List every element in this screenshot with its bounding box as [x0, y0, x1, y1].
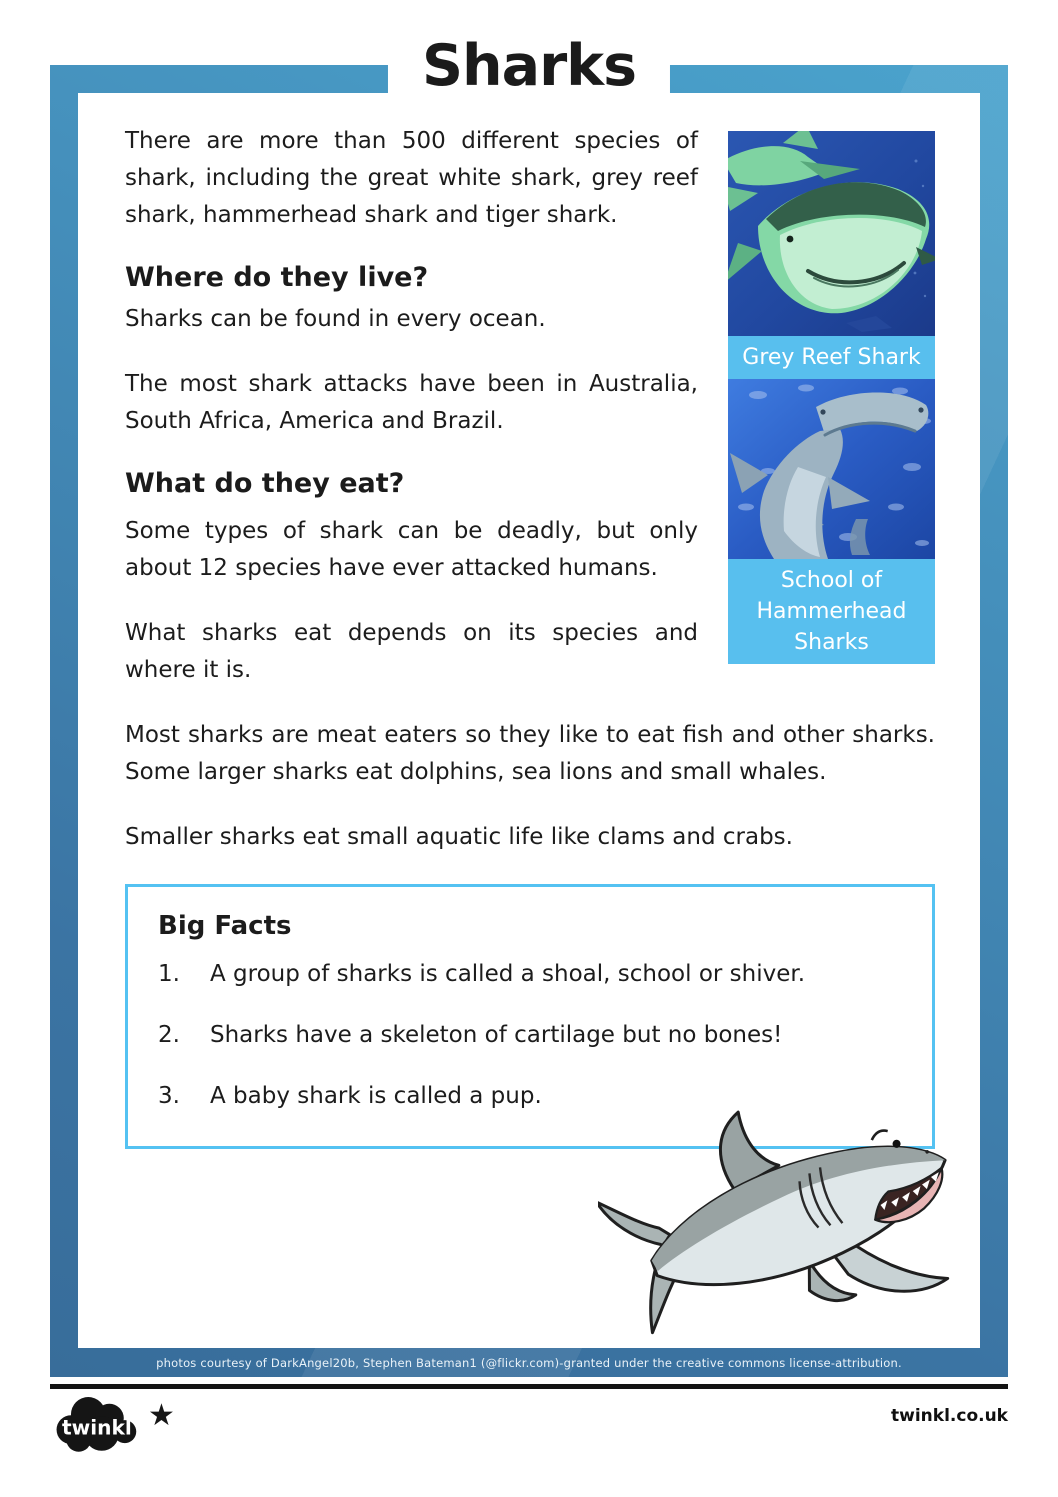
photo-credits: photos courtesy of DarkAngel20b, Stephen Bateman1 (@flickr.com)-granted under the creative commons license-attribution. — [156, 1355, 902, 1370]
footer-divider — [50, 1384, 1008, 1389]
cartoon-shark-illustration — [598, 1078, 970, 1346]
fact-text: A baby shark is called a pup. — [210, 1083, 542, 1109]
big-facts-heading: Big Facts — [158, 911, 292, 941]
figure-caption: Grey Reef Shark — [728, 336, 935, 379]
fact-item — [158, 1018, 902, 1052]
hammerhead-school-photo — [728, 379, 935, 559]
paragraph: Smaller sharks eat small aquatic life like clams and crabs. — [125, 824, 793, 850]
section-heading-where: Where do they live? — [125, 262, 429, 293]
page-title: Sharks — [421, 33, 637, 99]
fact-number: 2. — [158, 1022, 180, 1048]
paragraph: The most shark attacks have been in Australia, South Africa, America and Brazil. — [125, 371, 698, 434]
fact-item — [158, 957, 902, 991]
star-icon: ★ — [148, 1398, 175, 1433]
paragraph: Most sharks are meat eaters so they like to eat fish and other sharks. Some larger sharks eat dolphins, sea lions and small whales. — [125, 722, 935, 785]
brow-mark — [870, 1129, 889, 1140]
twinkl-logo — [46, 1391, 142, 1453]
intro-paragraph: There are more than 500 different species of shark, including the great white shark, grey reef shark, hammerhead shark and tiger shark. — [125, 128, 698, 228]
fact-text: A group of sharks is called a shoal, school or shiver. — [210, 961, 806, 987]
paragraph: What sharks eat depends on its species and where it is. — [125, 620, 698, 683]
fact-number: 3. — [158, 1083, 180, 1109]
twinkl-logo-text: twinkl — [61, 1415, 132, 1440]
grey-reef-shark-photo — [728, 131, 935, 336]
figure-caption: School of Hammerhead Sharks — [728, 559, 935, 664]
fact-text: Sharks have a skeleton of cartilage but no bones! — [210, 1022, 783, 1048]
fact-number: 1. — [158, 961, 180, 987]
section-heading-eat: What do they eat? — [125, 468, 405, 499]
article-body — [125, 123, 935, 1149]
photo-column — [728, 131, 935, 664]
paragraph: Sharks can be found in every ocean. — [125, 306, 546, 332]
paragraph: Some types of shark can be deadly, but only about 12 species have ever attacked humans. — [125, 518, 698, 581]
website-url: twinkl.co.uk — [891, 1406, 1008, 1426]
title-banner — [388, 17, 670, 115]
